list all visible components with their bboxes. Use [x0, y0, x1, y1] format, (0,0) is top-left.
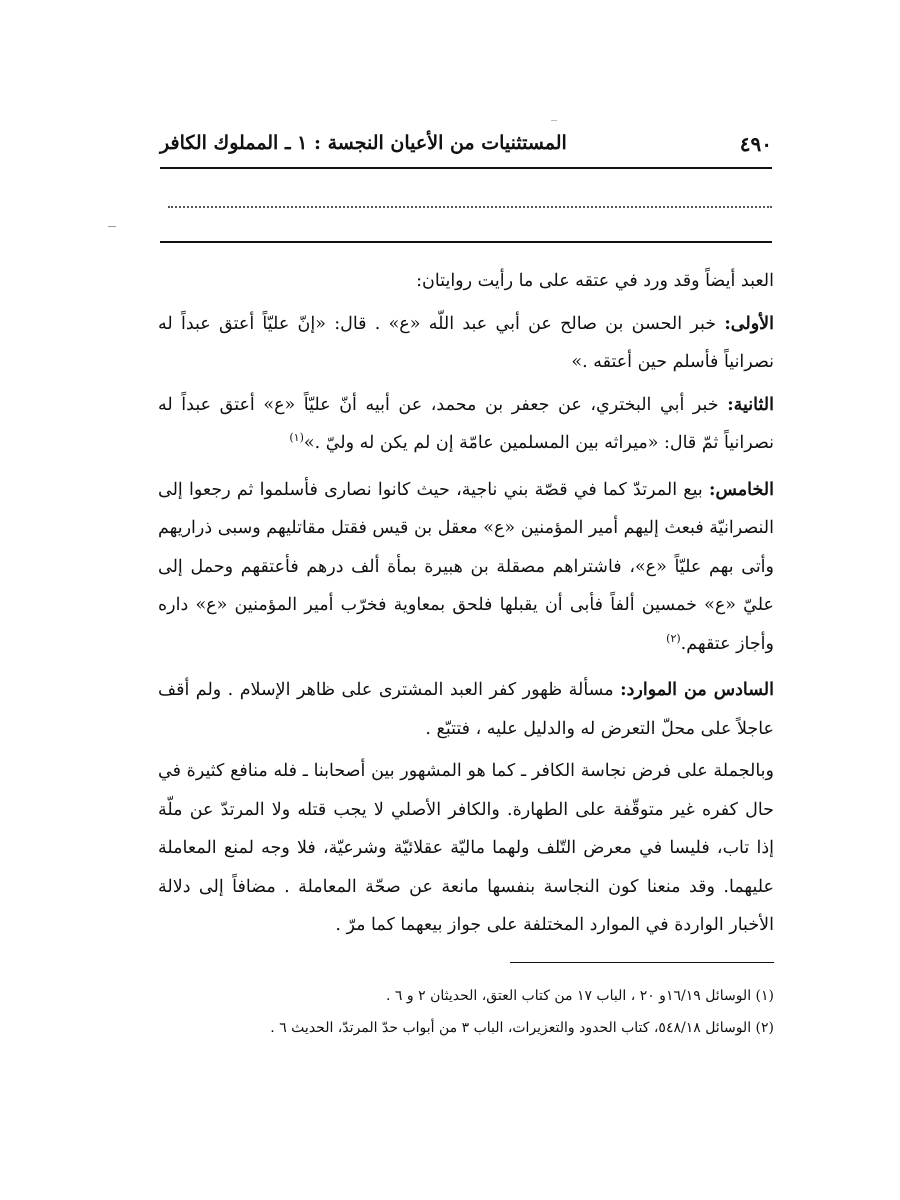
- paragraph-intro: [158, 262, 774, 301]
- paragraph-text: خبر الحسن بن صالح عن أبي عبد اللّه «ع» . قال: «إنّ عليّاً أعتق عبداً له نصرانياً فأسلم حين أعتقه .»: [158, 313, 774, 372]
- running-title: المستثنيات من الأعيان النجسة : ١ ـ المملوك الكافر: [160, 132, 567, 154]
- main-text: [158, 262, 774, 949]
- scan-speck: [551, 120, 557, 121]
- footnote-divider: [510, 962, 774, 963]
- scan-speck: [108, 226, 116, 227]
- paragraph-lead: السادس من الموارد:: [620, 680, 775, 700]
- footnotes: [230, 980, 774, 1044]
- paragraph-second-narration: [158, 386, 774, 463]
- footnote-ref: (١): [289, 431, 304, 445]
- paragraph-sixth: [158, 671, 774, 748]
- footnote-1: (١) الوسائل ١٦/١٩و ٢٠ ، الباب ١٧ من كتاب العتق، الحديثان ٢ و ٦ .: [386, 988, 774, 1004]
- paragraph-summary: [158, 752, 774, 945]
- paragraph-lead: الخامس:: [709, 479, 774, 500]
- paragraph-text: العبد أيضاً وقد ورد في عتقه على ما رأيت روايتان:: [416, 271, 774, 291]
- paragraph-lead: الأولى:: [724, 313, 774, 334]
- section-divider: [160, 241, 772, 243]
- paragraph-text: وبالجملة على فرض نجاسة الكافر ـ كما هو المشهور بين أصحابنا ـ فله منافع كثيرة في حال كفره غير متوقّفة على الطهارة. والكافر الأصلي لا يجب قتله ولا المرتدّ عن ملّة إذا تاب، فليسا في معرض التّلف ولهما ماليّة عقلائيّة وشرعيّة، فلا وجه لمنع المعاملة عليهما. وقد منعنا كون النجاسة بنفسها مانعة عن صحّة المعاملة . مضافاً إلى دلالة الأخبار الواردة في الموارد المختلفة على جواز بيعهما كما مرّ .: [158, 761, 774, 935]
- paragraph-text: بيع المرتدّ كما في قصّة بني ناجية، حيث كانوا نصارى فأسلموا ثم رجعوا إلى النصرانيّة فبعث إليهم أمير المؤمنين «ع» معقل بن قيس فقتل مقاتليهم وسبى ذراريهم وأتى بهم عليّاً «ع»، فاشتراهم مصقلة بن هبيرة بمأة ألف درهم فأعتقهم وحمل إلى عليّ «ع» خمسين ألفاً فأبى أن يقبلها فلحق بمعاوية فخرّب أمير المؤمنين «ع» داره وأجاز عتقهم.: [158, 479, 774, 654]
- page-header: [160, 128, 772, 164]
- footnote-ref: (٢): [666, 631, 681, 645]
- paragraph-first-narration: [158, 305, 774, 382]
- paragraph-text: خبر أبي البختري، عن جعفر بن محمد، عن أبيه أنّ عليّاً «ع» أعتق عبداً له نصرانياً ثمّ قال: «ميراثه بين المسلمين عامّة إن لم يكن له وليّ .»: [158, 394, 774, 453]
- paragraph-fifth: [158, 471, 774, 664]
- paragraph-text: مسألة ظهور كفر العبد المشترى على ظاهر الإسلام . ولم أقف عاجلاً على محلّ التعرض له والدليل عليه ، فتتبّع .: [158, 680, 774, 739]
- footnote-2: (٢) الوسائل ٥٤٨/١٨، كتاب الحدود والتعزيرات، الباب ٣ من أبواب حدّ المرتدّ، الحديث ٦ .: [270, 1020, 774, 1036]
- dotted-divider: [168, 206, 772, 208]
- page-number: ٤٩٠: [739, 132, 772, 156]
- paragraph-lead: الثانية:: [727, 394, 774, 415]
- header-divider: [160, 167, 772, 169]
